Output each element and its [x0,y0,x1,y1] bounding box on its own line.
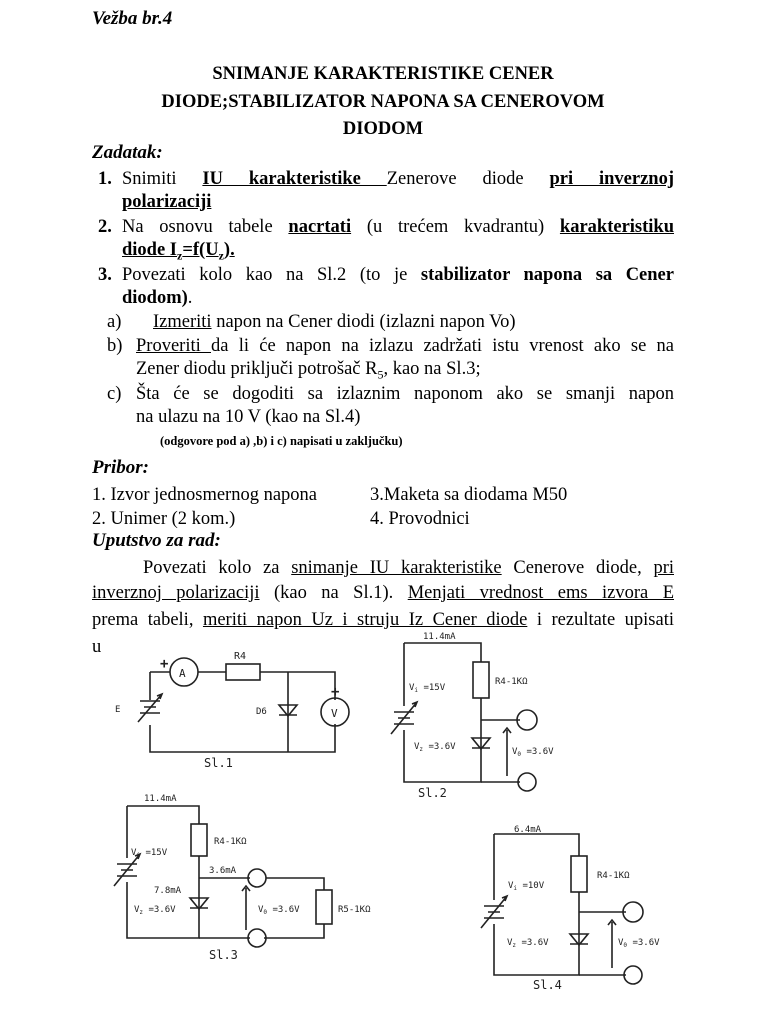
sl1-plus-v: + [331,684,340,700]
sl2-vi-label [409,683,446,694]
sl4-vi-symbol: V [508,881,514,891]
task-1-text-d: pri inverznoj [549,169,674,189]
section-uputstvo-heading: Uputstvo za rad: [92,530,221,551]
task-1-number: 1. [98,169,112,189]
sl1-r4-label: R4 [234,651,247,662]
equipment-item-1: 1. Izvor jednosmernog napona [92,485,318,505]
task-2-formula-sub-1: z [177,248,183,263]
task-2-text-c: (u trećem kvadrantu) [351,217,560,237]
exercise-number: Vežba br.4 [92,8,173,29]
subtask-a-text-a: Izmeriti [153,312,212,332]
sl1-voltmeter-label: V [331,707,338,720]
sl3-current-label: 11.4mA [144,794,177,804]
sl2-current-label: 11.4mA [423,632,456,642]
sl2-vo-symbol: V [512,747,518,757]
subtask-b-label: b) [107,336,123,356]
sl3-r5-label: R5-1KΩ [338,905,371,915]
sl3-vz-symbol: V [134,905,140,915]
sl3-r4-label: R4-1KΩ [214,837,247,847]
sl3-vo-sub: 0 [263,909,268,916]
sl4-vi-sub: i [513,885,518,892]
sl3-vz-label [134,905,176,916]
subtask-b-text-c: Zener diodu priključi potrošač R [136,359,378,379]
sl4-vi-label [508,881,545,892]
sl1-e-label: E [115,705,121,715]
sl4-vo-value: =3.6V [627,938,660,948]
sl4-vz-symbol: V [507,938,513,948]
subtask-a-label: a) [107,312,122,332]
task-1-text-c: Zenerove diode [386,169,550,189]
sl3-vo-value: =3.6V [267,905,300,915]
sl2-vz-sub: z [419,746,424,753]
task-3-text-a: Povezati kolo kao na Sl.2 (to je [122,265,421,285]
section-pribor-heading: Pribor: [92,457,149,478]
sl4-vo-symbol: V [618,938,624,948]
instructions-line-4: u [92,637,102,657]
sl4-caption: Sl.4 [533,978,562,992]
task-3-text-b: stabilizator napona sa Cener [420,265,674,285]
task-2-number: 2. [98,217,112,237]
subtask-b-text-d: , kao na Sl.3; [383,359,481,379]
sl3-caption: Sl.3 [209,948,238,962]
subtask-c-label: c) [107,384,122,404]
sl4-vo-label [618,938,660,949]
sl3-load-current-label: 3.6mA [209,866,237,876]
sl2-vo-value: =3.6V [521,747,554,757]
task-3-text-d: . [187,288,193,308]
instructions-l1-c: Cenerove diode, [501,558,654,578]
sl4-r4-label: R4-1KΩ [597,871,630,881]
subtask-c-line-1: Šta će se dogoditi sa izlaznim naponom ako se smanji napon [136,384,674,404]
subtask-b-text-a: Proveriti [136,336,211,356]
figure-sl2-circuit [391,643,537,791]
task-2-text-a: Na osnovu tabele [122,217,289,237]
sl1-ammeter-label: A [179,667,186,680]
equipment-item-3: 3.Maketa sa diodama M50 [370,485,568,505]
instructions-l2-a: inverznoj polarizaciji [92,583,260,603]
sl2-vz-label [414,742,456,753]
subtask-a-text-b: napon na Cener diodi (izlazni napon Vo) [211,312,516,332]
instructions-l1-d: pri [653,558,674,578]
sl3-vi-label [131,848,168,859]
task-2-formula-sub-2: z [218,248,224,263]
sl3-vo-label [258,905,300,916]
title-line-2: DIODE;STABILIZATOR NAPONA SA CENEROVOM [161,92,605,112]
sl2-vi-symbol: V [409,683,415,693]
sl2-vi-sub: i [414,687,419,694]
figure-sl4-circuit [481,834,643,984]
sl1-plus-a: + [160,656,169,672]
sl4-vz-value: =3.6V [516,938,549,948]
title-line-3: DIODOM [342,119,424,139]
subtask-b-sub: 5 [377,367,384,382]
sl3-vz-value: =3.6V [143,905,176,915]
sl2-r4-label: R4-1KΩ [495,677,528,687]
subtask-c-line-2: na ulazu na 10 V (kao na Sl.4) [136,407,361,427]
instructions-l3-b: meriti napon Uz i struju Iz Cener diode [202,610,528,630]
instructions-l1-b: snimanje IU karakteristike [291,558,502,578]
equipment-item-4: 4. Provodnici [370,509,470,529]
sl3-vi-value: =15V [140,848,168,858]
sl1-caption: Sl.1 [204,756,233,770]
instructions-l2-b: (kao na Sl.1). [259,583,408,603]
sl4-vo-sub: 0 [623,942,628,949]
equipment-item-2: 2. Unimer (2 kom.) [92,509,236,529]
sl3-zener-current-label: 7.8mA [154,886,182,896]
task-2-formula-b: =f(U [182,240,219,260]
sl3-vi-sub: i [136,852,141,859]
task-1-text-b: IU karakteristike [202,169,387,189]
figure-sl1-circuit [138,658,349,752]
task-2-text-b: nacrtati [288,217,352,237]
subtask-b-text-b: da li će napon na izlazu zadržati istu vrenost ako se na [211,336,675,356]
title-line-1: SNIMANJE KARAKTERISTIKE CENER [212,64,554,84]
section-zadatak-heading: Zadatak: [92,142,163,163]
task-3-number: 3. [98,265,112,285]
task-3-text-c: diodom) [122,288,188,308]
sl4-vi-value: =10V [517,881,545,891]
sl2-vz-value: =3.6V [423,742,456,752]
instructions-l1-a: Povezati kolo za [143,558,292,578]
sl1-d6-label: D6 [256,707,267,717]
sl4-current-label: 6.4mA [514,825,542,835]
sl2-vi-value: =15V [418,683,446,693]
instructions-l2-c: Menjati vrednost ems izvora E [407,583,675,603]
sl2-caption: Sl.2 [418,786,447,800]
instructions-l3-a: prema tabeli, [92,610,203,630]
task-2-text-d: karakteristiku [559,217,675,237]
sl4-vz-label [507,938,549,949]
instructions-l3-c: i rezultate upisati [527,610,674,630]
sl2-vo-sub: 0 [517,751,522,758]
sl3-vo-symbol: V [258,905,264,915]
answers-note: (odgovore pod a) ,b) i c) napisati u zaključku) [160,434,403,448]
sl2-vo-label [512,747,554,758]
sl4-vz-sub: z [512,942,517,949]
task-1-text-a: Snimiti [122,169,203,189]
task-2-formula-c: ). [223,240,235,260]
sl2-vz-symbol: V [414,742,420,752]
sl3-vz-sub: z [139,909,144,916]
figure-sl3-circuit [114,806,332,947]
task-2-formula-a: diode I [122,240,178,260]
task-1-line-2: polarizaciji [122,192,212,212]
sl3-vi-symbol: V [131,848,137,858]
